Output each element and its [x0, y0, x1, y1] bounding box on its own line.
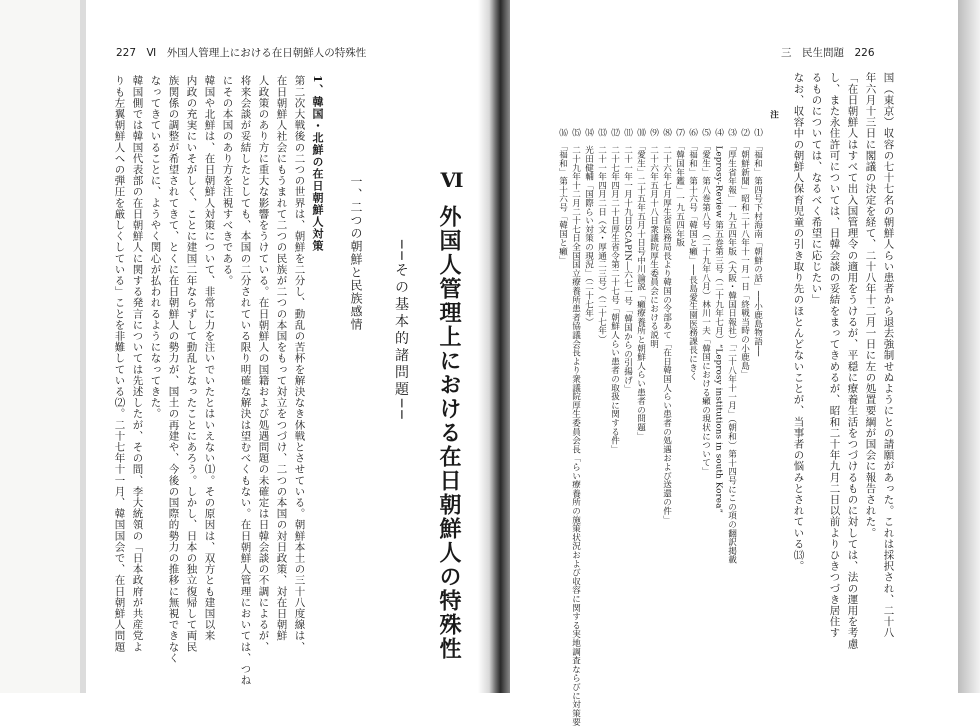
- note-item: ⑾ 二十一年一月十九日SCAPIN―六七一号「韓国からの引揚げ」: [622, 128, 633, 394]
- chapter-subtitle: ──その基本的諸問題──: [393, 240, 409, 422]
- note-item: ⒁ 光田健輔「国際らい対策の現況」（二十七年）: [583, 128, 594, 327]
- chapter-number: Ⅵ: [440, 168, 464, 193]
- body-column: 人政策のあり方に重大な影響をうけている。在日朝鮮人の国籍および処遇問題の未確定は日韓会談の不調によるが、: [257, 75, 270, 653]
- page-edge-right: [958, 0, 980, 693]
- running-head-left: 227 Ⅵ 外国人管理上における在日朝鮮人の特殊性: [116, 47, 367, 59]
- body-column: 族関係の調整が希望されてきて、とくに在日朝鮮人の勢力が、国土の再建や、今後の国際的勢力の推移に無視できなく: [167, 75, 180, 664]
- note-item: ⑺ 「韓国年鑑」一九五四年版: [674, 128, 685, 247]
- body-column: し、また永住許可については、日韓会談の妥結をまってきめるが、昭和二十年九月二日以前よりひきつづき居住す: [828, 72, 841, 639]
- book-gutter-shadow: [478, 0, 510, 693]
- body-column: りも左翼朝鮮人への弾圧を厳しくしている」ことを非難している⑵。二十七年十一月、韓国国会で、在日朝鮮人問題: [113, 75, 126, 653]
- note-item: ⑶ 「厚生省年報」一九五四年版（大阪・韓国日報社）「二十八年十一月」（朝和）第十四号にこの項の翻訳掲載: [726, 128, 737, 564]
- note-item: ⒂ 二十九年十二月二十七日全国国立療養所患者協議会長より衆議院厚生委員会長「らい療養所の施策状況および収容に関する実地調査ならびに対策要: [570, 128, 581, 726]
- note-item: ⑷ Leprosy-Review 第五巻第三号（二十九年七月）“Leprosy institutions in south Korea”: [713, 128, 724, 514]
- left-page: [86, 0, 491, 693]
- body-column: 内政の充実にいそがしく、ことに建国二年ならずして動乱となったことにあろう。しかし、日本の独立復帰して両民: [185, 75, 198, 653]
- note-item: ⑽ 「愛生」二十五年五月十日号中川論説「癩療養所と朝鮮人らい患者の問題」: [635, 128, 646, 441]
- body-column: 第二次大戦後の二つの世界は、朝鮮を二分し、動乱の苦杯を解決なき休戦とさせている。朝鮮本土の三十八度線は、: [293, 75, 306, 653]
- chapter-title: 外国人管理上における在日朝鮮人の特殊性: [436, 205, 462, 661]
- note-item: ⑹ 「福和」第十六号「韓国と癩」──長島愛生園医務課長にきく: [687, 128, 698, 381]
- body-column: 「在日朝鮮人はすべて出入国管理令の適用をうけるが、平穏に療養生活をつづけるものに対しては、法の運用を考慮: [846, 72, 859, 650]
- body-column: るものについては、なるべく希望に応じたい」: [810, 72, 823, 306]
- running-head-right: 三 民生問題 226: [781, 47, 875, 59]
- body-column: 韓国側では韓国代表部の在日朝鮮人に関する発言については先述したが、その間、李大統領の「日本政府が共産党よ: [131, 75, 144, 653]
- note-item: ⑼ 二十六年五月十八日衆議院厚生委員会における説明: [648, 128, 659, 348]
- right-page: [491, 0, 961, 726]
- body-column: 韓国や北鮮は、在日朝鮮人対策について、非常に力を注いでいたとはいえない⑴。その原因は、双方とも建国以来: [203, 75, 216, 642]
- note-item: ⑻ 二十六年七月厚生省医務局長より韓国の令部あて「在日韓国人らい患者の処遇および送還の件」: [661, 128, 672, 524]
- note-item: ⒀ 二十一年四月二日（文・厚通二三号）（二十七年）: [596, 128, 607, 344]
- body-column: 国（東京）収容の七十七名の朝鮮人らい患者から退去強制せぬようにとの請願があった。これは採択され、二十八: [882, 72, 895, 639]
- body-column: 年六月十三日に閣議の決定を経て、二十八年十二月一日に左の処置要綱が国会に報告された。: [864, 72, 877, 539]
- section-heading: 一、二つの朝鮮と民族感情: [349, 175, 363, 331]
- body-column: 将来会談が妥結したとしても、本国の二分されている限り明確な解決は望むべくもない。在日朝鮮人管理においては、つね: [239, 75, 252, 686]
- body-column: にその本国のあり方を注視すべきである。: [221, 75, 234, 286]
- note-item: ⑴ 「福和」第四号下村海南「朝鮮の話」──小鹿島物語──: [752, 128, 763, 357]
- notes-label: 注: [768, 110, 779, 119]
- subsection-heading: 1、韓国・北鮮の在日朝鮮人対策: [311, 75, 324, 252]
- note-item: ⑿ 二十七年四月二十日厚生省令第二十七号「朝鮮人らい患者の取扱に関する件」: [609, 128, 620, 454]
- note-item: ⑵ 「朝鮮新聞」昭和二十八年十一月一日「終戦当時の小鹿島」: [739, 128, 750, 379]
- note-item: ⑸ 「愛生」第八巻第八号（二十九年八月）林川一夫「韓国における癩の現状について」: [700, 128, 711, 476]
- body-column: なお、収容中の朝鮮人保育児童の引き取り先のほとんどないことが、当事者の悩みとされている⒀。: [792, 72, 805, 572]
- note-item: ⒃ 「福和」第十六号「韓国と癩」: [557, 128, 568, 265]
- body-column: 在日朝鮮人社会にもうまれて二つの民族が二つの本国をもって対立をつづけ、二つの本国の対日政策、対在日朝鮮: [275, 75, 288, 642]
- body-column: なってきていることに、ようやく関心が払われるようになってきた。: [149, 75, 162, 420]
